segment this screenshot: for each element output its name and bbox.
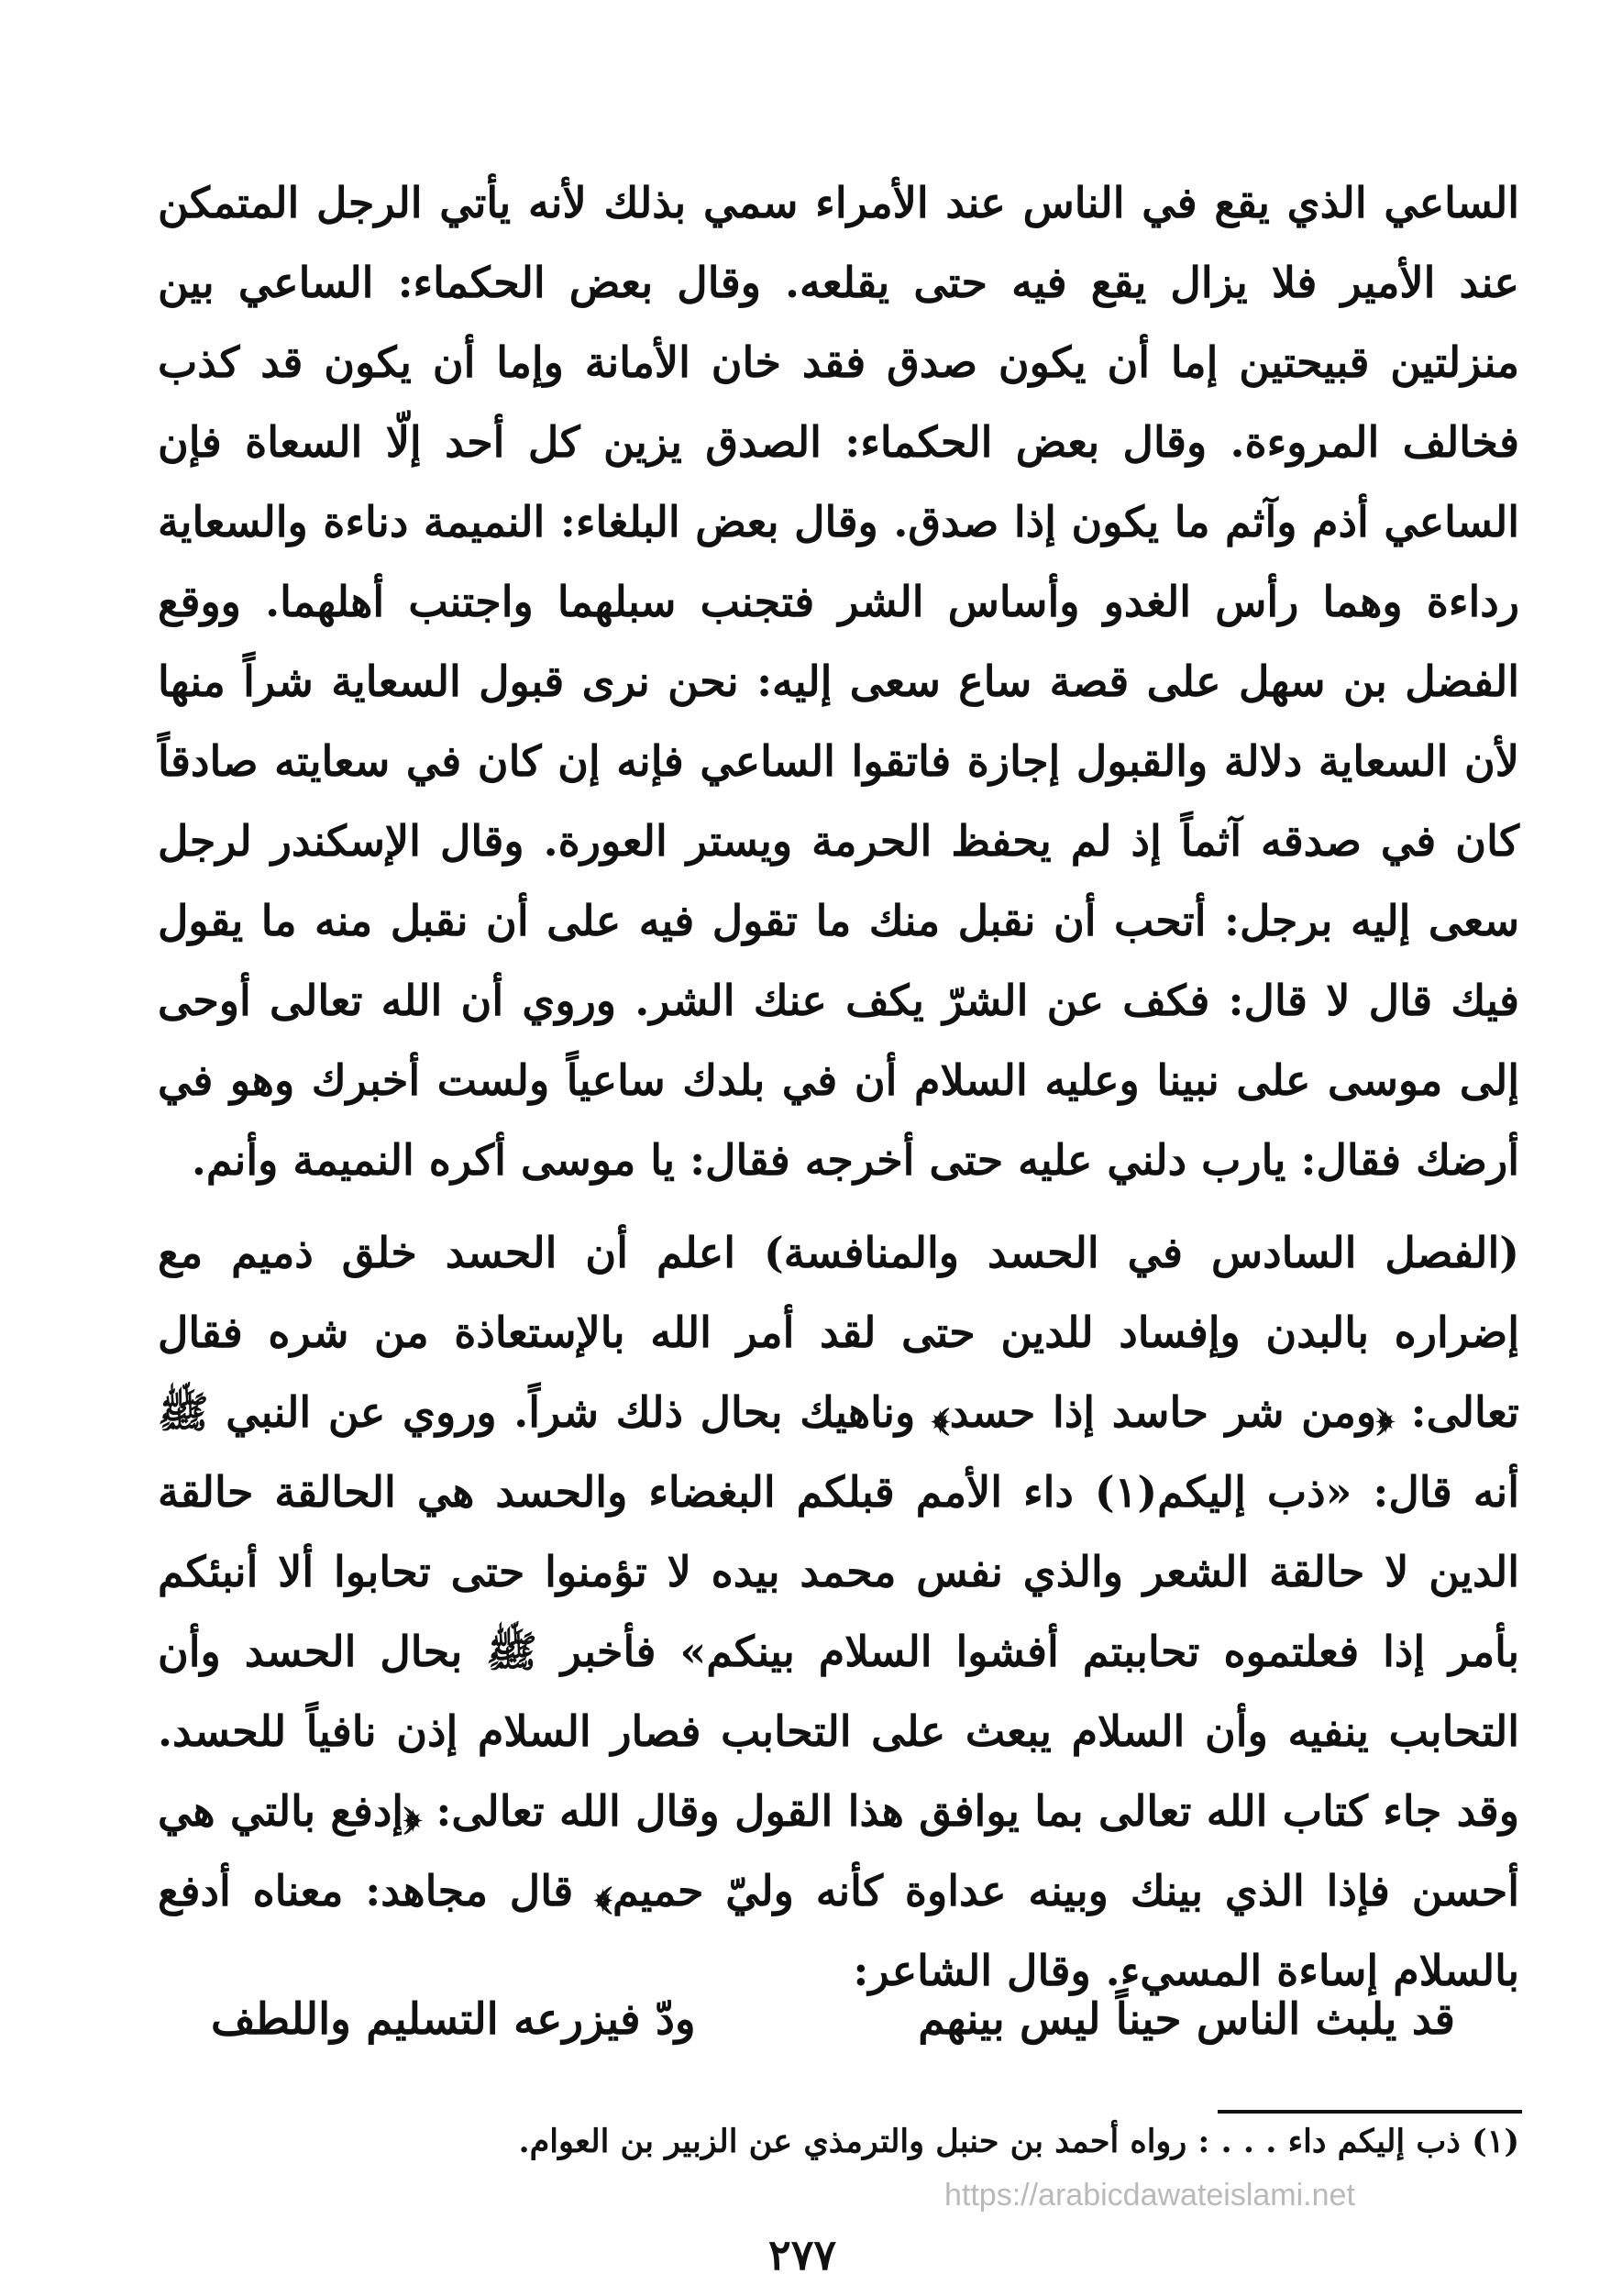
footnote: (١) ذب إليكم داء . . . : رواه أحمد بن حنبل والترمذي عن الزبير بن العوام. [518, 2123, 1519, 2160]
watermark-url: https://arabicdawateislami.net [944, 2178, 1355, 2213]
page-number: ٢٧٧ [768, 2230, 837, 2279]
poetry-first-hemistich: قد يلبث الناس حيناً ليس بينهم [918, 1994, 1455, 2045]
poetry-second-hemistich: ودّ فيزرعه التسليم واللطف [211, 1994, 696, 2045]
main-text [158, 163, 1519, 2011]
paragraph-slander: الساعي الذي يقع في الناس عند الأمراء سمي بذلك لأنه يأتي الرجل المتمكن عند الأمير فلا يزال يقع فيه حتى يقلعه. وقال بعض الحكماء: الساعي بين منزلتين قبيحتين إما أن يكون صدق فقد خان الأمانة وإما أن يكون قد كذب فخالف المروءة. وقال بعض الحكماء: الصدق يزين كل أحد إلّا السعاة فإن الساعي أذم وآثم ما يكون إذا صدق. وقال بعض البلغاء: النميمة دناءة والسعاية رداءة وهما رأس الغدو وأساس الشر فتجنب سبلهما واجتنب أهلهما. ووقع الفضل بن سهل على قصة ساع سعى إليه: نحن نرى قبول السعاية شراً منها لأن السعاية دلالة والقبول إجازة فاتقوا الساعي فإنه إن كان في سعايته صادقاً كان في صدقه آثماً إذ لم يحفظ الحرمة ويستر العورة. وقال الإسكندر لرجل سعى إليه برجل: أتحب أن نقبل منك ما تقول فيه على أن نقبل منه ما يقول فيك قال لا قال: فكف عن الشرّ يكف عنك الشر. وروي أن الله تعالى أوحى إلى موسى على نبينا وعليه السلام أن في بلدك ساعياً ولست أخبرك وهو في أرضك فقال: يارب دلني عليه حتى أخرجه فقال: يا موسى أكره النميمة وأنم. [158, 178, 1519, 1185]
paragraph-envy-chapter: (الفصل السادس في الحسد والمنافسة) اعلم أن الحسد خلق ذميم مع إضراره بالبدن وإفساد للدين حتى لقد أمر الله بالإستعاذة من شره فقال تعالى: ﴿ومن شر حاسد إذا حسد﴾ وناهيك بحال ذلك شراً. وروي عن النبي ﷺ أنه قال: «ذب إليكم(١) داء الأمم قبلكم البغضاء والحسد هي الحالقة حالقة الدين لا حالقة الشعر والذي نفس محمد بيده لا تؤمنوا حتى تحابوا ألا أنبئكم بأمر إذا فعلتموه تحاببتم أفشوا السلام بينكم» فأخبر ﷺ بحال الحسد وأن التحابب ينفيه وأن السلام يبعث على التحابب فصار السلام إذن نافياً للحسد. وقد جاء كتاب الله تعالى بما يوافق هذا القول وقال الله تعالى: ﴿إدفع بالتي هي أحسن فإذا الذي بينك وبينه عداوة كأنه وليّ حميم﴾ قال مجاهد: معناه أدفع بالسلام إساءة المسيء. وقال الشاعر: [158, 1228, 1519, 1995]
footnote-divider [1218, 2110, 1522, 2114]
poetry-verse [211, 1994, 1455, 2045]
